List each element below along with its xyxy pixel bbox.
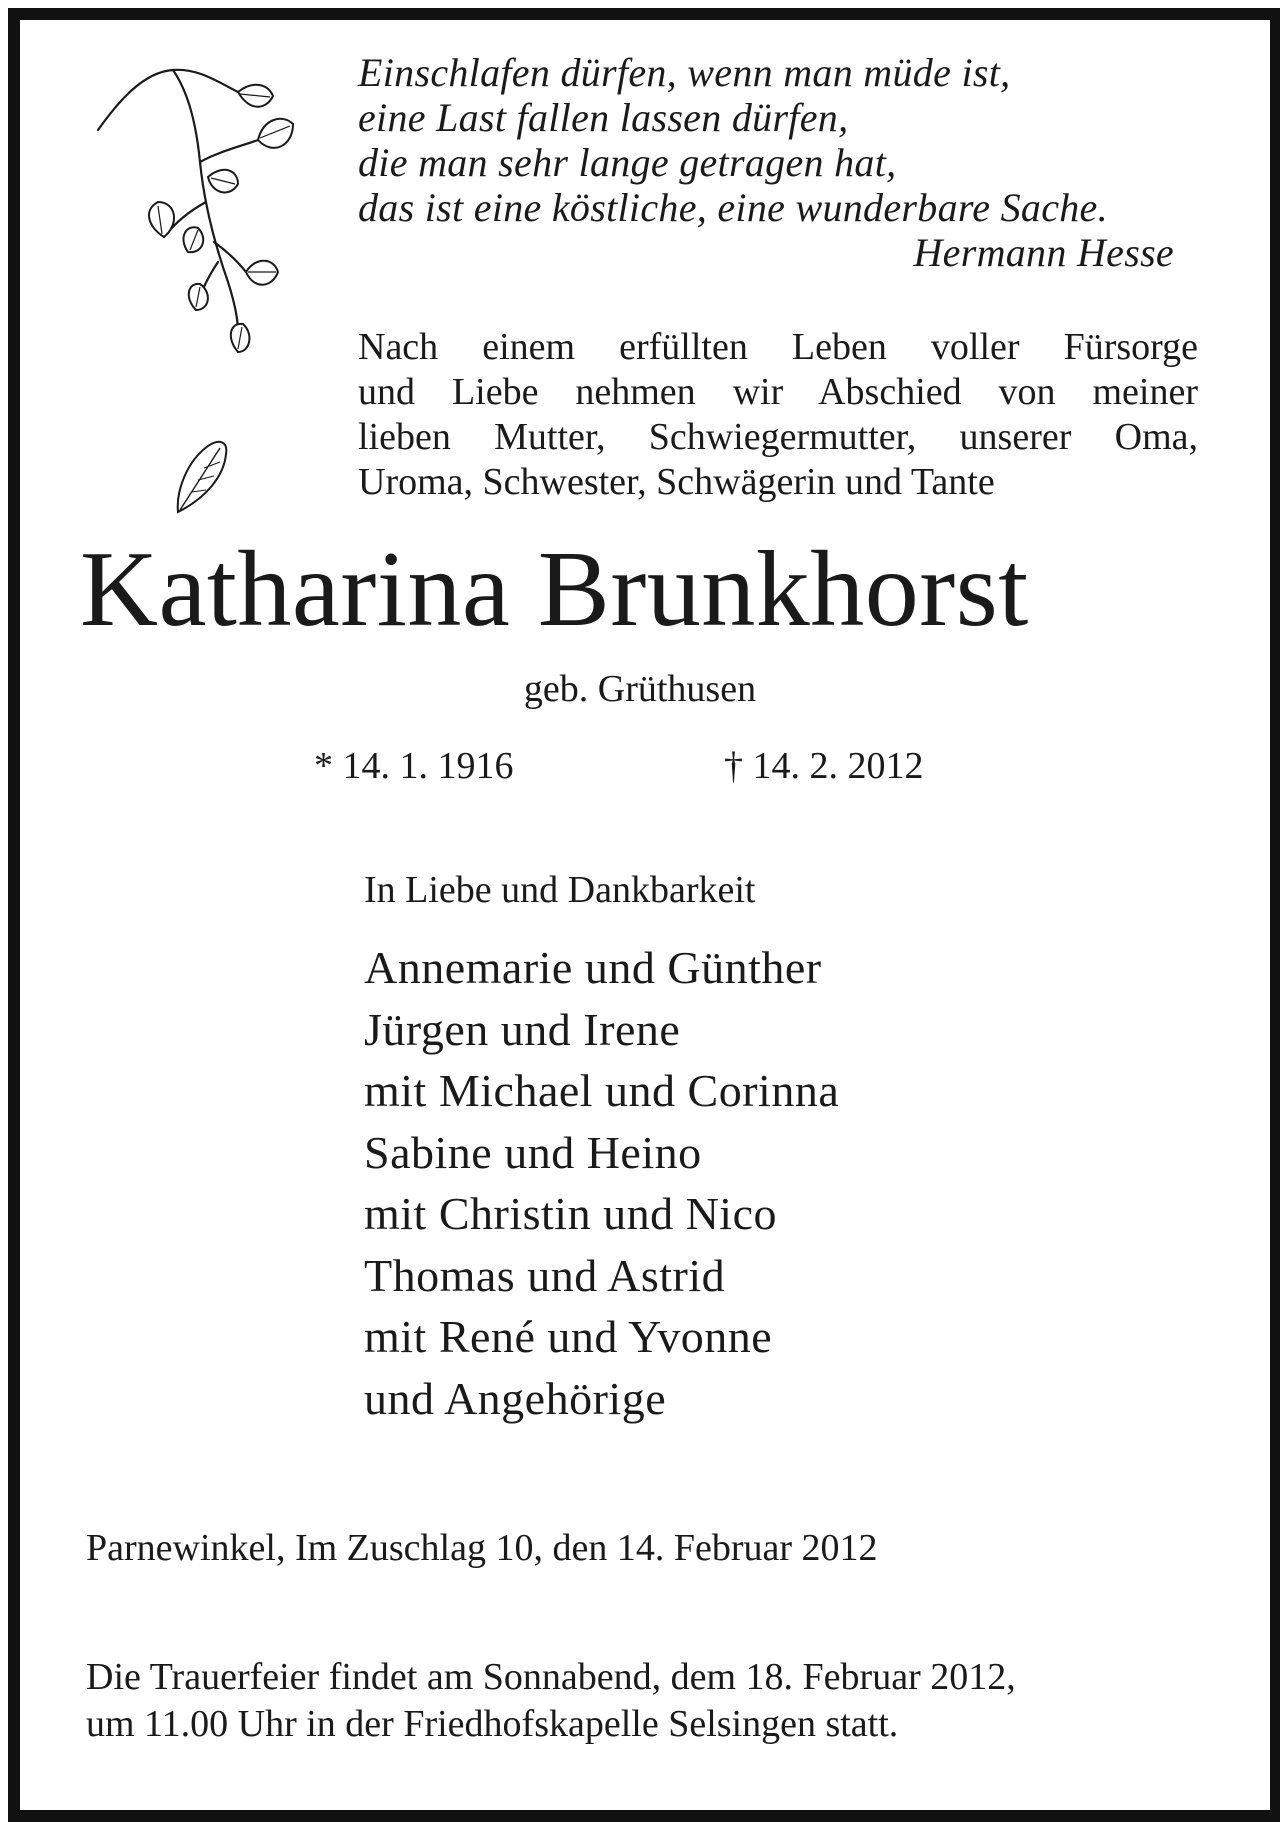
poem-line: die man sehr lange getragen hat, bbox=[358, 140, 897, 185]
falling-leaf-icon bbox=[168, 432, 238, 520]
dedication: In Liebe und Dankbarkeit bbox=[364, 869, 756, 911]
funeral-service-info bbox=[86, 1654, 1198, 1748]
mourner-entry: mit René und Yvonne bbox=[364, 1311, 773, 1362]
mourner-entry: Sabine und Heino bbox=[364, 1126, 702, 1178]
service-line: um 11.00 Uhr in der Friedhofskapelle Selsingen statt. bbox=[86, 1703, 899, 1745]
death-date: † 14. 2. 2012 bbox=[724, 745, 924, 787]
poem-author: Hermann Hesse bbox=[913, 230, 1174, 275]
mourner-entry: mit Michael und Corinna bbox=[364, 1065, 840, 1116]
place-and-date: Parnewinkel, Im Zuschlag 10, den 14. Februar 2012 bbox=[86, 1527, 878, 1569]
maiden-name: geb. Grüthusen bbox=[523, 668, 757, 710]
intro-line: und Liebe nehmen wir Abschied von meiner bbox=[358, 371, 1198, 413]
poem-line: das ist eine köstliche, eine wunderbare Sache. bbox=[358, 185, 1108, 230]
poem-line: eine Last fallen lassen dürfen, bbox=[358, 95, 849, 140]
intro-text bbox=[358, 325, 1198, 505]
poem bbox=[358, 50, 1198, 275]
mourner-entry: mit Christin und Nico bbox=[364, 1188, 777, 1239]
intro-line: Uroma, Schwester, Schwägerin und Tante bbox=[358, 461, 995, 503]
mourner-entry: Jürgen und Irene bbox=[364, 1003, 681, 1055]
mourner-entry: und Angehörige bbox=[364, 1372, 667, 1424]
mourner-entry: Thomas und Astrid bbox=[364, 1249, 726, 1301]
intro-line: Nach einem erfüllten Leben voller Fürsorge bbox=[358, 326, 1198, 368]
birch-branch-icon bbox=[88, 52, 328, 372]
service-line: Die Trauerfeier findet am Sonnabend, dem 18. Februar 2012, bbox=[86, 1656, 1016, 1698]
birth-date: * 14. 1. 1916 bbox=[314, 745, 514, 787]
poem-line: Einschlafen dürfen, wenn man müde ist, bbox=[358, 50, 1011, 95]
mourners-list bbox=[364, 937, 839, 1429]
intro-line: lieben Mutter, Schwiegermutter, unserer Oma, bbox=[358, 416, 1198, 458]
mourner-entry: Annemarie und Günther bbox=[364, 942, 822, 993]
deceased-name: Katharina Brunkhorst bbox=[80, 530, 1029, 649]
